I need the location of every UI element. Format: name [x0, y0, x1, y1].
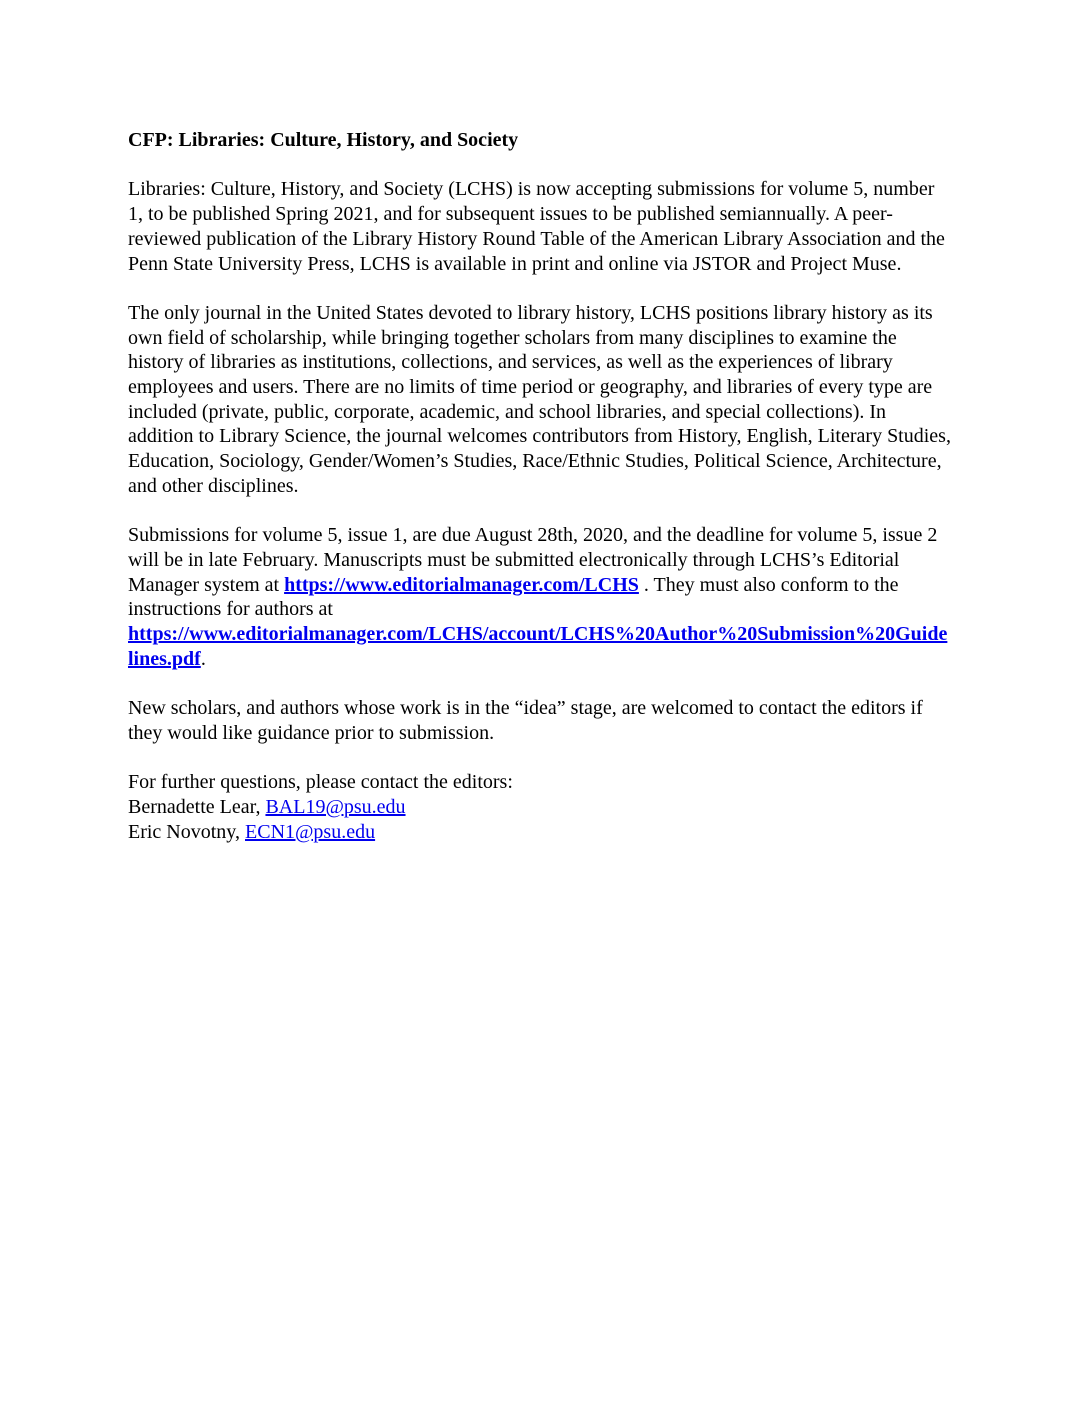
contact-block — [128, 770, 952, 844]
paragraph-intro: Libraries: Culture, History, and Society (LCHS) is now accepting submissions for volume 5, number 1, to be published Spring 2021, and for subsequent issues to be published semiannually. A peer-reviewed publication of the Library History Round Table of the American Library Association and the Penn State University Press, LCHS is available in print and online via JSTOR and Project Muse. — [128, 178, 945, 275]
paragraph-scope: The only journal in the United States devoted to library history, LCHS positions library history as its own field of scholarship, while bringing together scholars from many disciplines to examine the history of libraries as institutions, collections, and services, as well as the experiences of library employees and users. There are no limits of time period or geography, and libraries of every type are included (private, public, corporate, academic, and school libraries, and special collections). In addition to Library Science, the journal welcomes contributors from History, English, Literary Studies, Education, Sociology, Gender/Women’s Studies, Race/Ethnic Studies, Political Science, Architecture, and other disciplines. — [128, 301, 951, 497]
editor-1-name: Bernadette Lear, — [128, 795, 266, 818]
submissions-text-before-link: Submissions for volume 5, issue 1, are due August 28th, 2020, and the deadline for volume 5, issue 2 will be in late February. Manuscripts must be submitted electronically through LCHS’s Editorial Manager system at — [128, 524, 938, 596]
editorial-manager-link[interactable]: https://www.editorialmanager.com/LCHS — [284, 573, 639, 596]
document-title: CFP: Libraries: Culture, History, and Society — [128, 129, 519, 151]
submissions-text-between-links: . They must also conform to the instructions for authors at — [128, 573, 899, 621]
editor-2-email-link[interactable]: ECN1@psu.edu — [245, 820, 376, 843]
editor-2-name: Eric Novotny, — [128, 820, 246, 843]
contact-intro: For further questions, please contact the editors: — [128, 771, 513, 794]
author-guidelines-link[interactable]: https://www.editorialmanager.com/LCHS/account/LCHS%20Author%20Submission%20Guidelines.pdf — [128, 623, 948, 670]
paragraph-submissions — [128, 523, 952, 671]
paragraph-new-scholars: New scholars, and authors whose work is in the “idea” stage, are welcomed to contact the editors if they would like guidance prior to submission. — [128, 697, 923, 744]
submissions-text-after-link: . — [200, 647, 206, 670]
editor-1-email-link[interactable]: BAL19@psu.edu — [265, 795, 406, 818]
